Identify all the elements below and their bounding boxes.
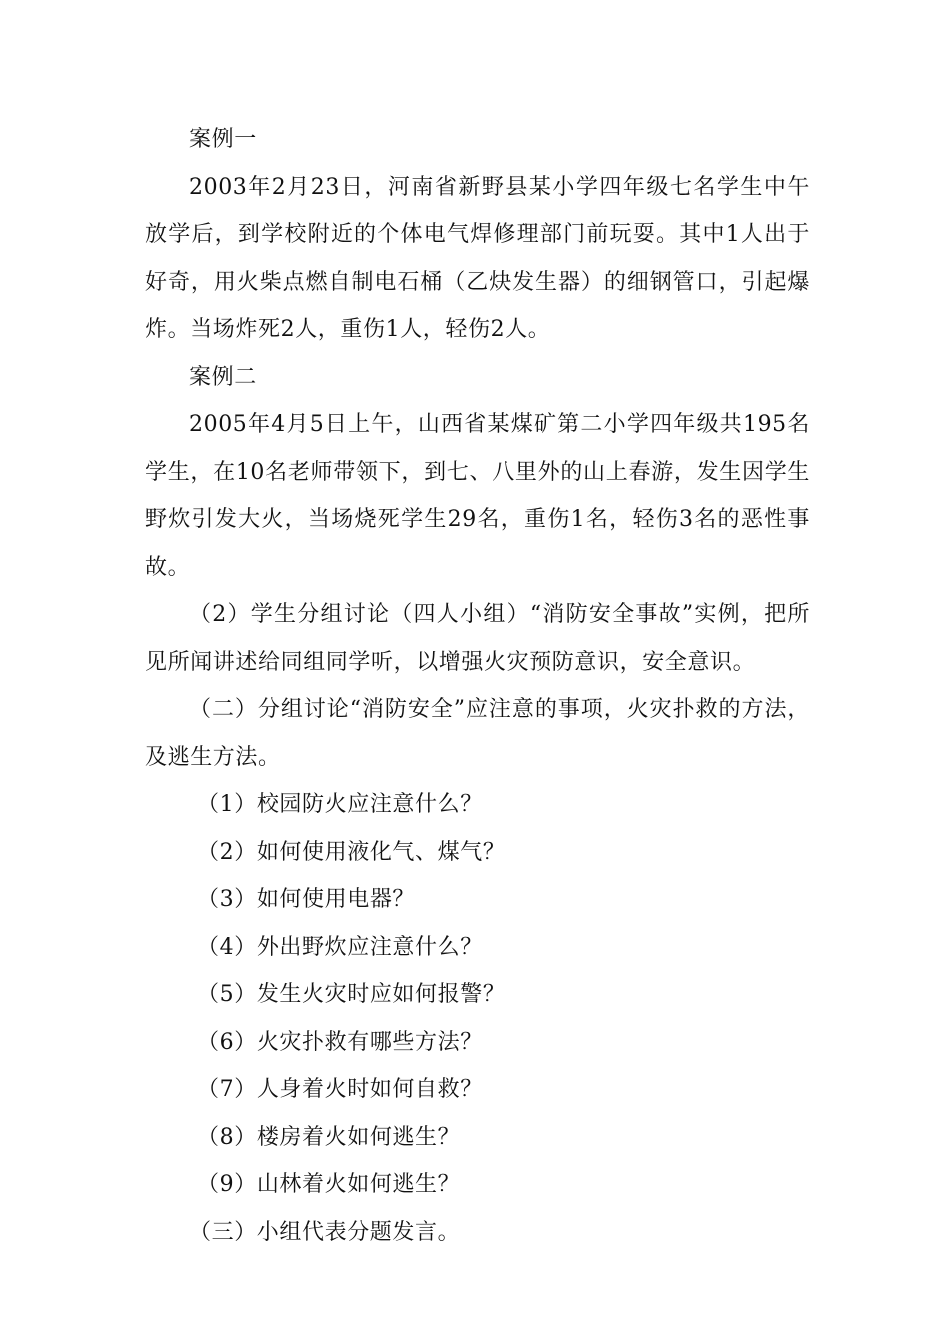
- question-number: （3）: [197, 887, 257, 912]
- question-text: 人身着火时如何自救？: [256, 1077, 483, 1102]
- question-text: 如何使用液化气、煤气？: [256, 839, 506, 865]
- question-number: （6）: [197, 1029, 257, 1055]
- question-number: （8）: [197, 1124, 257, 1150]
- list-item: [145, 1066, 810, 1114]
- discussion-step: （2）学生分组讨论（四人小组）“消防安全事故”实例，把所见所闻讲述给同组同学听，以增强火灾预防意识，安全意识。: [145, 602, 810, 675]
- question-number: （2）: [197, 839, 257, 865]
- list-item: [145, 924, 810, 972]
- question-number: （7）: [197, 1077, 257, 1102]
- list-item: [145, 876, 810, 924]
- case1-body: 2003年2月23日，河南省新野县某小学四年级七名学生中午放学后，到学校附近的个体电气焊修理部门前玩耍。其中1人出于好奇，用火柴点燃自制电石桶（乙炔发生器）的细钢管口，引起爆炸。当场炸死2人，重伤1人，轻伤2人。: [145, 174, 810, 342]
- list-item: [145, 1019, 810, 1067]
- section2-heading: （二）分组讨论“消防安全”应注意的事项，火灾扑救的方法，及逃生方法。: [145, 697, 810, 770]
- list-item: [145, 971, 810, 1019]
- section3-heading: （三）小组代表分题发言。: [189, 1219, 461, 1245]
- question-number: （5）: [197, 982, 257, 1007]
- list-item: [145, 781, 810, 829]
- question-number: （1）: [197, 792, 257, 817]
- case2-heading: 案例二: [189, 364, 257, 390]
- question-text: 山林着火如何逃生？: [256, 1172, 461, 1197]
- question-list: [145, 781, 810, 1209]
- question-number: （9）: [197, 1172, 257, 1197]
- question-text: 火灾扑救有哪些方法？: [256, 1029, 483, 1055]
- document-page: [145, 116, 810, 1256]
- question-text: 楼房着火如何逃生？: [256, 1124, 461, 1150]
- question-number: （4）: [197, 934, 257, 960]
- list-item: [145, 829, 810, 877]
- case2-body: 2005年4月5日上午，山西省某煤矿第二小学四年级共195名学生，在10名老师带领下，到七、八里外的山上春游，发生因学生野炊引发大火，当场烧死学生29名，重伤1名，轻伤3名的恶性事故。: [145, 412, 810, 580]
- list-item: [145, 1114, 810, 1162]
- question-text: 校园防火应注意什么？: [256, 792, 483, 817]
- list-item: [145, 1161, 810, 1209]
- question-text: 外出野炊应注意什么？: [256, 934, 483, 960]
- question-text: 如何使用电器？: [256, 887, 416, 912]
- question-text: 发生火灾时应如何报警？: [256, 982, 506, 1007]
- case1-heading: 案例一: [189, 127, 257, 152]
